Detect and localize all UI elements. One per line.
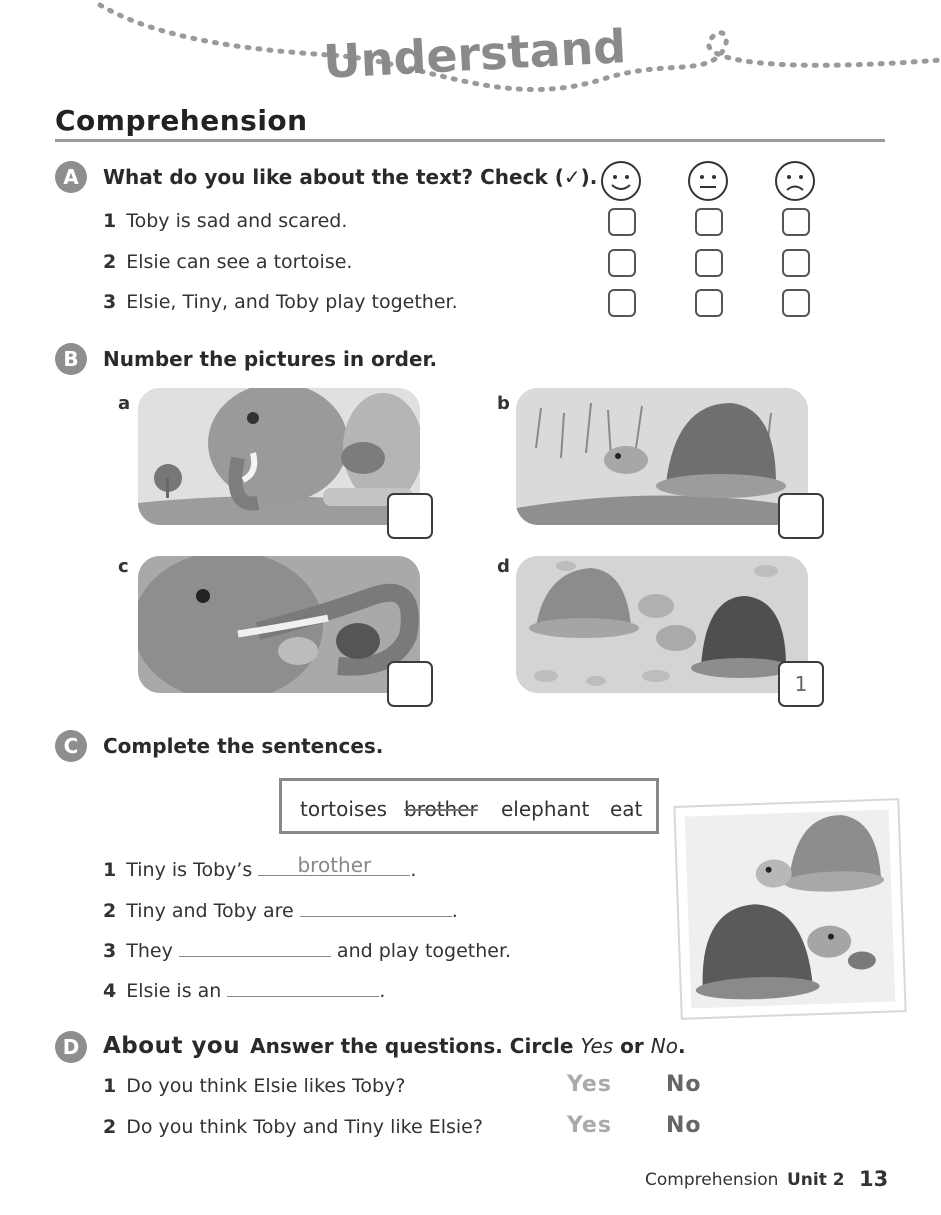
section-c-badge: C — [55, 730, 87, 762]
tortoise-grass-picture — [516, 388, 808, 525]
checkbox-2-neutral[interactable] — [695, 249, 723, 277]
picture-label-c: c — [118, 556, 129, 577]
checkbox-3-neutral[interactable] — [695, 289, 723, 317]
picture-label-d: d — [497, 556, 510, 577]
item-text-after: . — [379, 980, 386, 1002]
footer-unit: Unit 2 — [787, 1170, 845, 1190]
item-number: 3 — [103, 291, 117, 313]
instruction-yes: Yes — [580, 1034, 614, 1058]
answer-blank[interactable] — [258, 853, 410, 877]
happy-face-icon — [600, 160, 642, 202]
instruction-period: . — [677, 1034, 686, 1058]
item-number: 1 — [103, 859, 117, 881]
section-d-badge: D — [55, 1031, 87, 1063]
yes-option-2[interactable]: Yes — [567, 1113, 612, 1138]
word-bank-word: tortoises — [300, 797, 388, 821]
section-d-item-2 — [103, 1116, 483, 1138]
understand-banner — [0, 0, 941, 110]
item-text: Elsie can see a tortoise. — [126, 251, 353, 273]
answer-blank[interactable] — [300, 898, 452, 917]
item-number: 1 — [103, 210, 117, 232]
section-a-item-2 — [103, 251, 352, 273]
banner-title: Understand — [321, 19, 628, 89]
item-text-before: They — [126, 940, 173, 962]
answer-blank[interactable] — [179, 938, 331, 957]
about-you-title: About you — [103, 1033, 241, 1059]
no-option-2[interactable]: No — [666, 1113, 702, 1138]
section-c-item-4 — [103, 978, 385, 1002]
footer-section-name: Comprehension — [645, 1170, 779, 1190]
section-heading: Comprehension — [55, 104, 308, 137]
item-text-before: Tiny is Toby’s — [126, 859, 253, 881]
picture-label-b: b — [497, 393, 510, 414]
section-a-badge: A — [55, 161, 87, 193]
item-text: Elsie, Tiny, and Toby play together. — [126, 291, 458, 313]
word-bank — [279, 778, 659, 834]
picture-label-a: a — [118, 393, 131, 414]
item-text-after: . — [451, 900, 458, 922]
item-number: 2 — [103, 251, 117, 273]
checkbox-1-happy[interactable] — [608, 208, 636, 236]
item-text: Toby is sad and scared. — [126, 210, 348, 232]
section-a-item-3 — [103, 291, 458, 313]
answer-blank[interactable] — [227, 978, 379, 997]
checkbox-2-sad[interactable] — [782, 249, 810, 277]
elephant-lifting-tortoise-picture — [138, 556, 420, 693]
tortoises-eating-picture — [670, 795, 910, 1023]
heading-rule — [55, 139, 885, 142]
picture-number-box-c[interactable] — [387, 661, 433, 707]
section-d-item-1 — [103, 1075, 405, 1097]
no-option-1[interactable]: No — [666, 1072, 702, 1097]
section-d-instruction — [103, 1033, 686, 1059]
item-text: Do you think Toby and Tiny like Elsie? — [126, 1116, 483, 1138]
two-tortoises-picture — [516, 556, 808, 693]
item-number: 1 — [103, 1075, 117, 1097]
picture-number-box-a[interactable] — [387, 493, 433, 539]
section-b-instruction: Number the pictures in order. — [103, 347, 438, 371]
instruction-pre: Answer the questions. Circle — [250, 1034, 581, 1058]
section-c-item-3 — [103, 938, 511, 962]
item-number: 2 — [103, 1116, 117, 1138]
elephant-tortoise-picture — [138, 388, 420, 525]
section-c-item-2 — [103, 898, 458, 922]
sad-face-icon — [774, 160, 816, 202]
section-a-instruction: What do you like about the text? Check (✓). — [103, 165, 598, 189]
item-number: 4 — [103, 980, 117, 1002]
word-bank-word: elephant — [501, 797, 590, 821]
neutral-face-icon — [687, 160, 729, 202]
item-text-before: Elsie is an — [126, 980, 222, 1002]
section-c-item-1 — [103, 853, 417, 881]
answer-text: brother — [297, 853, 372, 877]
checkbox-3-happy[interactable] — [608, 289, 636, 317]
instruction-no: No — [650, 1034, 678, 1058]
checkbox-1-sad[interactable] — [782, 208, 810, 236]
item-text-after: and play together. — [336, 940, 512, 962]
item-text-before: Tiny and Toby are — [126, 900, 294, 922]
yes-option-1[interactable]: Yes — [567, 1072, 612, 1097]
section-a-item-1 — [103, 210, 347, 232]
item-text-after: . — [410, 859, 417, 881]
picture-number-box-b[interactable] — [778, 493, 824, 539]
section-b-badge: B — [55, 343, 87, 375]
picture-number-box-d[interactable]: 1 — [778, 661, 824, 707]
section-c-instruction: Complete the sentences. — [103, 734, 384, 758]
word-bank-word: eat — [610, 797, 643, 821]
item-text: Do you think Elsie likes Toby? — [126, 1075, 406, 1097]
checkbox-1-neutral[interactable] — [695, 208, 723, 236]
checkbox-2-happy[interactable] — [608, 249, 636, 277]
instruction-or: or — [613, 1034, 651, 1058]
page-number: 13 — [859, 1167, 889, 1191]
checkbox-3-sad[interactable] — [782, 289, 810, 317]
word-bank-word-crossed: brother — [404, 797, 478, 821]
item-number: 2 — [103, 900, 117, 922]
item-number: 3 — [103, 940, 117, 962]
